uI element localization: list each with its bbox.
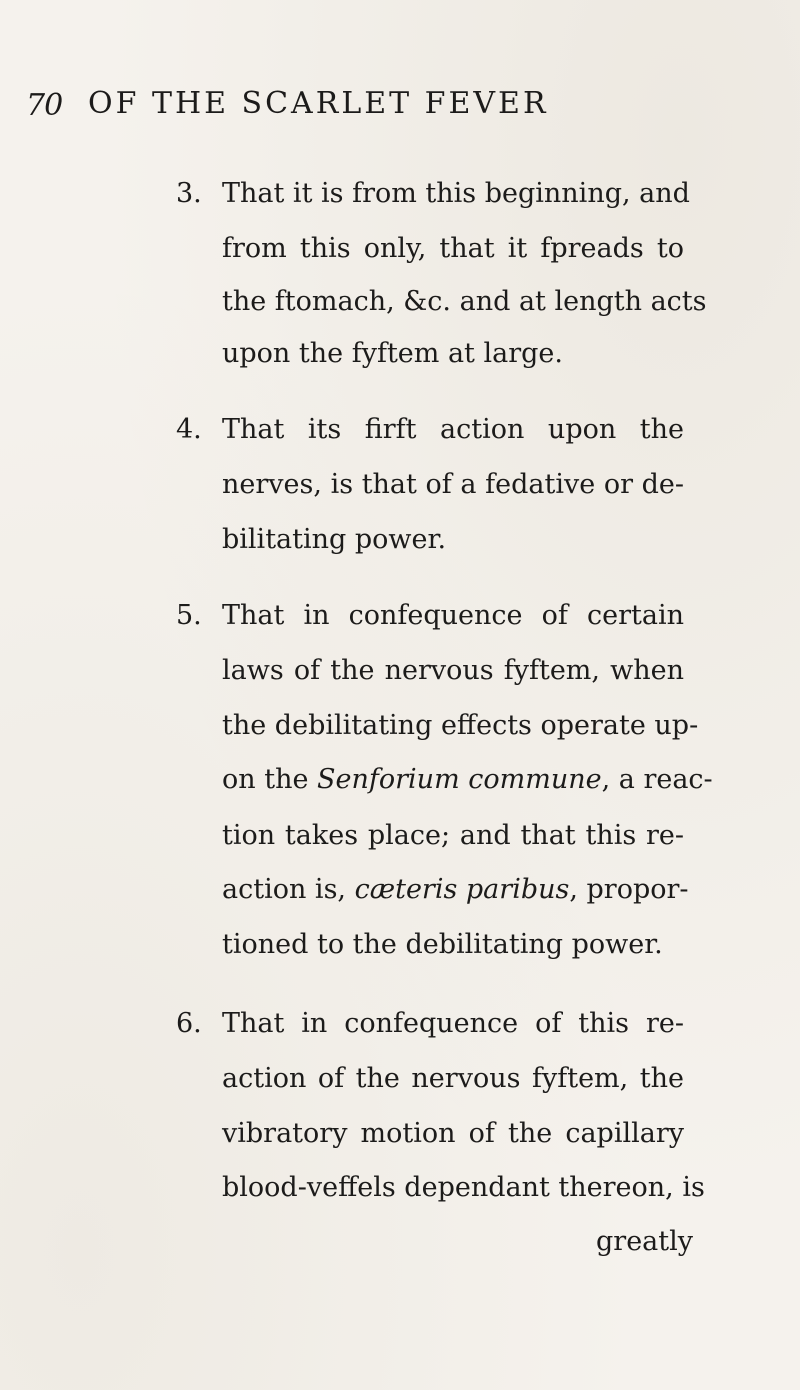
paragraph-3-line-3: the ftomach, &c. and at length acts (222, 286, 707, 317)
paragraph-4-line-1: 4. That its firft action upon the (176, 414, 684, 445)
paragraph-6-line-3: vibratory motion of the capillary (222, 1118, 684, 1149)
italic-phrase: cæteris paribus (354, 874, 570, 905)
paragraph-number: 5. (176, 600, 202, 631)
paragraph-6-line-2: action of the nervous fyftem, the (222, 1063, 684, 1094)
paragraph-number: 3. (176, 178, 202, 209)
paragraph-5-line-3: the debilitating effects operate up- (222, 710, 699, 741)
paragraph-5-line-2: laws of the nervous fyftem, when (222, 655, 684, 686)
italic-phrase: Senforium commune (317, 764, 602, 795)
paragraph-number: 4. (176, 414, 202, 445)
paragraph-5-line-5: tion takes place; and that this re- (222, 820, 684, 851)
paragraph-3-line-1: 3. That it is from this beginning, and (176, 178, 690, 209)
paragraph-4-line-2: nerves, is that of a fedative or de- (222, 469, 684, 500)
paragraph-5-line-6: action is, cæteris paribus, propor- (222, 874, 689, 905)
paragraph-5-line-7: tioned to the debilitating power. (222, 929, 663, 960)
paragraph-5-line-1: 5. That in confequence of certain (176, 600, 684, 631)
paragraph-6-line-4: blood-veffels dependant thereon, is (222, 1172, 705, 1203)
catchword: greatly (596, 1226, 694, 1257)
paragraph-number: 6. (176, 1008, 202, 1039)
paragraph-4-line-3: bilitating power. (222, 524, 447, 555)
paragraph-3-line-4: upon the fyftem at large. (222, 338, 563, 369)
page-number: 70 (26, 88, 63, 123)
paragraph-6-line-1: 6. That in confequence of this re- (176, 1008, 684, 1039)
paragraph-5-line-4: on the Senforium commune, a reac- (222, 764, 713, 795)
paragraph-3-line-2: from this only, that it fpreads to (222, 233, 684, 264)
running-title: OF THE SCARLET FEVER (88, 86, 549, 121)
